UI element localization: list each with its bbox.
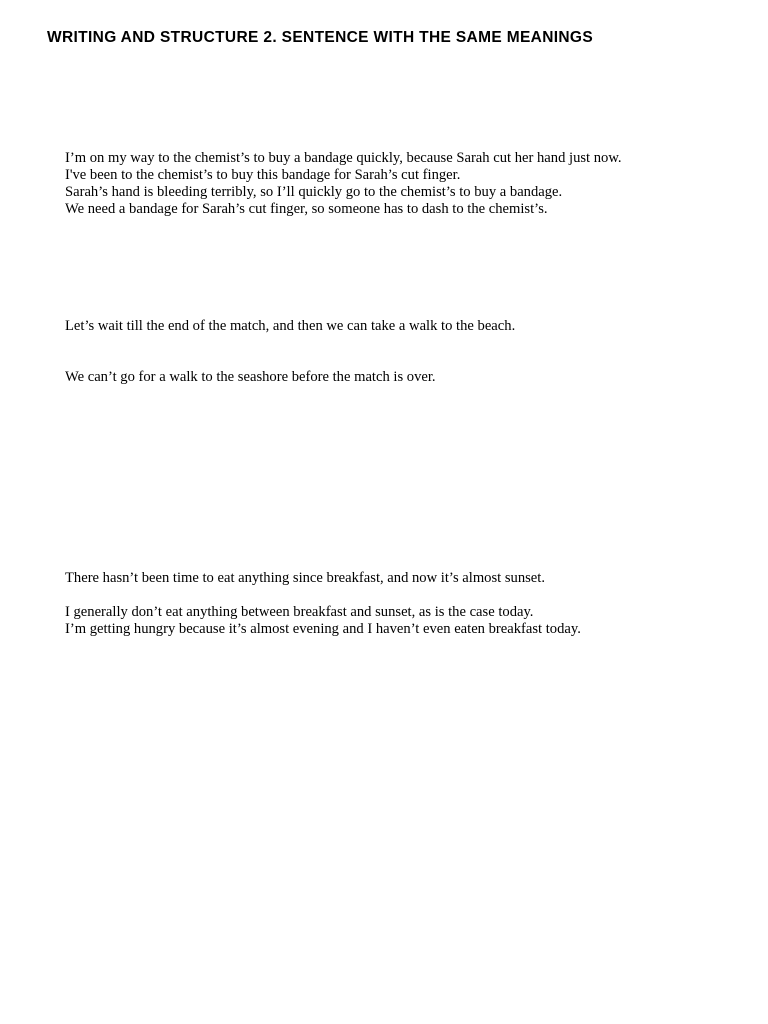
sentence-option: There hasn’t been time to eat anything since breakfast, and now it’s almost sunset. [65, 570, 545, 586]
sentence-option: I’m getting hungry because it’s almost evening and I haven’t even eaten breakfast today. [65, 621, 581, 637]
sentence-option: I’m on my way to the chemist’s to buy a bandage quickly, because Sarah cut her hand just now. [65, 150, 622, 166]
sentence-option: Let’s wait till the end of the match, and then we can take a walk to the beach. [65, 318, 516, 334]
sentence-option: Sarah’s hand is bleeding terribly, so I’ll quickly go to the chemist’s to buy a bandage. [65, 184, 563, 200]
page-title: WRITING AND STRUCTURE 2. SENTENCE WITH THE SAME MEANINGS [47, 29, 594, 46]
sentence-option: We can’t go for a walk to the seashore before the match is over. [65, 369, 436, 385]
sentence-option: We need a bandage for Sarah’s cut finger, so someone has to dash to the chemist’s. [65, 201, 548, 217]
sentence-option: I generally don’t eat anything between breakfast and sunset, as is the case today. [65, 604, 534, 620]
sentence-option: I've been to the chemist’s to buy this bandage for Sarah’s cut finger. [65, 167, 461, 183]
